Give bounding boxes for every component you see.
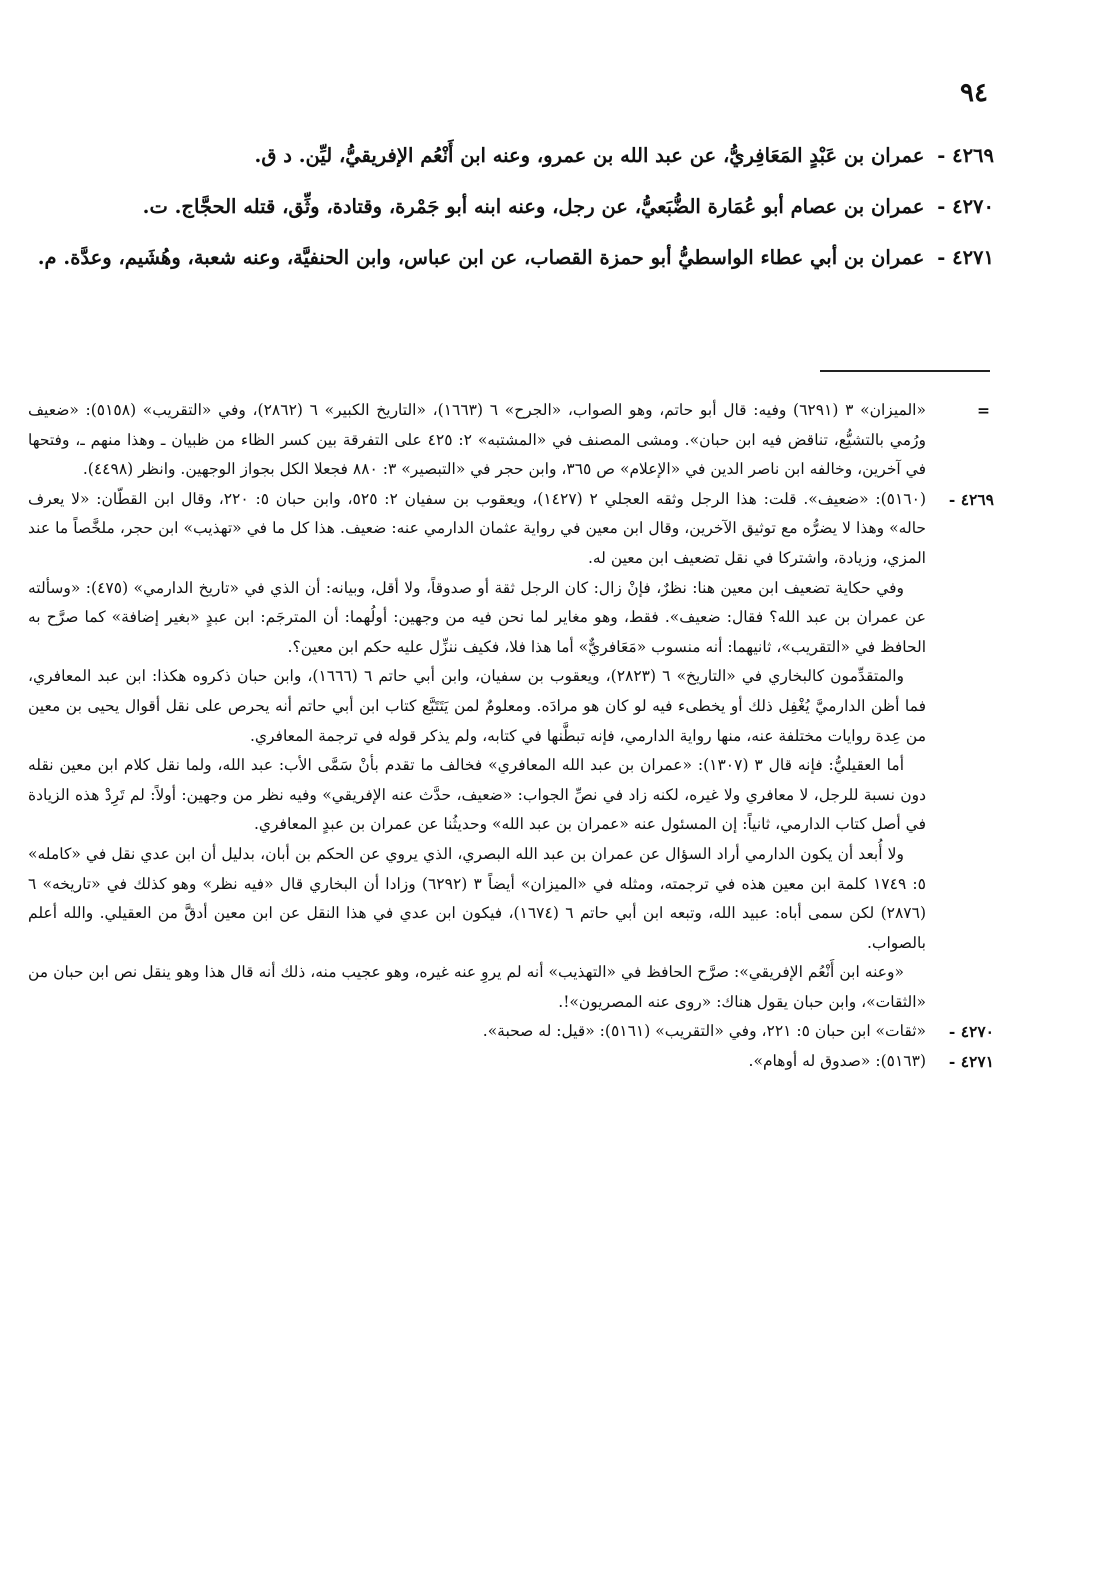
entry-number: ٤٢٧٠ - [937,195,994,218]
footnote-number: ٤٢٧٠ - [948,1022,994,1042]
entry-4269 [28,136,994,176]
footnotes [28,396,994,1077]
entry-text: عمران بن أبي عطاء الواسطيُّ أبو حمزة القصاب، عن ابن عباس، وابن الحنفيَّة، وعنه شعبة، وهُشَيم، وعدَّة. م. [37,246,925,269]
footnote-text: (٥١٦٠): «ضعيف». قلت: هذا الرجل وثقه العجلي ٢ (١٤٢٧)، ويعقوب بن سفيان ٢: ٥٢٥، وابن حبان ٥: ٢٢٠، وقال ابن القطّان: «لا يعرف حاله» وهذا لا يضرُّه مع توثيق الآخرين، وقال ابن معين في رواية عثمان الدارمي عنه: ضعيف. هذا كل ما في «تهذيب» ابن حجر، ملخَّصاً ما عند المزي، وزيادة، واشتركا في نقل تضعيف ابن معين له. [28,489,926,567]
page-number: ٩٤ [960,78,988,108]
entry-4271 [28,238,994,278]
footnote-paragraph: «وعنه ابن أَنْعُم الإفريقي»: صرَّح الحافظ في «التهذيب» أنه لم يروِ عنه غيره، وهو عجيب منه، ذلك أنه قال هذا وهو ينقل نص ابن حبان من «الثقات»، وابن حبان يقول هناك: «روى عنه المصريون»!. [28,963,926,1011]
footnote-text: «ثقات» ابن حبان ٥: ٢٢١، وفي «التقريب» (٥١٦١): «قيل: له صحبة». [482,1022,926,1041]
entry-text: عمران بن عَبْدٍ المَعَافِريُّ، عن عبد الله بن عمرو، وعنه ابن أَنْعُم الإفريقيُّ، ليِّن. د ق. [254,144,925,167]
entry-number: ٤٢٧١ - [937,246,994,269]
footnote-paragraph: أما العقيليُّ: فإنه قال ٣ (١٣٠٧): «عمران بن عبد الله المعافري» فخالف ما تقدم بأنْ سَمَّى الأب: عبد الله، ولما نقل كلام ابن معين نقله دون نسبة للرجل، لا معافري ولا غيره، لكنه زاد في نصِّ الجواب: «ضعيف، حدَّث عنه الإفريقي» وفيه نظر من وجهين: أولاً: لم تَرِدْ هذه الزيادة في أصل كتاب الدارمي، ثانياً: إن المسئول عنه «عمران بن عبد الله» وحديثُنا عن عمران بن عبدٍ المعافري. [28,756,926,834]
footnote-text: (٥١٦٣): «صدوق له أوهام». [748,1052,926,1071]
footnote-text: «الميزان» ٣ (٦٢٩١) وفيه: قال أبو حاتم، وهو الصواب، «الجرح» ٦ (١٦٦٣)، «التاريخ الكبير» ٦ (٢٨٦٢)، وفي «التقريب» (٥١٥٨): «ضعيف ورُمي بالتشيُّع، تناقض فيه ابن حبان». ومشى المصنف في «المشتبه» ٢: ٤٢٥ على التفرقة بين كسر الظاء من ظبيان ـ وهذا منهم ـ، وفتحها في آخرين، وخالفه ابن ناصر الدين في «الإعلام» ص ٣٦٥، وابن حجر في «التبصير» ٣: ٨٨٠ فجعلا الكل بجواز الوجهين. وانظر (٤٤٩٨). [28,401,927,479]
footnote-4271 [28,1047,994,1077]
entry-4270 [28,187,994,227]
footnote-paragraph: ولا أُبعد أن يكون الدارمي أراد السؤال عن عمران بن عبد الله البصري، الذي يروي عن الحكم بن أبان، بدليل أن ابن عدي نقل في «كامله» ٥: ١٧٤٩ كلمة ابن معين هذه في ترجمته، ومثله في «الميزان» أيضاً ٣ (٦٢٩٢) وزادا أن البخاري قال «فيه نظر» وهو كذلك في «تاريخه» ٦ (٢٨٧٦) لكن سمى أباه: عبيد الله، وتبعه ابن أبي حاتم ٦ (١٦٧٤)، فيكون ابن عدي في هذا النقل عن ابن معين أدقَّ من العقيلي. والله أعلم بالصواب. [28,844,926,952]
footnote-separator [820,370,990,372]
continuation-mark: = [977,401,990,420]
footnote-4269 [28,485,994,574]
entry-text: عمران بن عصام أبو عُمَارة الضُّبَعيُّ، عن رجل، وعنه ابنه أبو جَمْرة، وقتادة، وثِّق، قتله الحجَّاج. ت. [142,195,925,218]
footnote-4270 [28,1017,994,1047]
entry-number: ٤٢٦٩ - [937,144,994,167]
main-entries [28,136,994,289]
footnote-number: ٤٢٦٩ - [948,489,994,509]
footnote-paragraph: والمتقدِّمون كالبخاري في «التاريخ» ٦ (٢٨٢٣)، ويعقوب بن سفيان، وابن أبي حاتم ٦ (١٦٦٦)، وابن حبان ذكروه هكذا: ابن عبد المعافري، فما أظن الدارميَّ يُغْفِل ذلك أو يخطىء فيه لو كان هو مرادَه. ومعلومٌ لمن يَتَتَبَّع كتاب ابن أبي حاتم أنه يحرص على نقل أقوال يحيى بن معين من عِدة روايات مختلفة عنه، منها رواية الدارمي، فإنه تبطَّنها في كتابه، ولم يذكر قوله في ترجمة المعافري. [28,667,926,745]
footnote-paragraph: وفي حكاية تضعيف ابن معين هنا: نظرٌ، فإنْ زال: كان الرجل ثقة أو صدوقاً، ولا أقل، وبيانه: أن الذي في «تاريخ الدارمي» (٤٧٥): «وسألته عن عمران بن عبد الله؟ فقال: ضعيف». فقط، وهو مغاير لما نحن فيه من وجهين: أولُهما: أن المترجَم: ابن عبدٍ «بغير إضافة» كما صرَّح به الحافظ في «التقريب»، ثانيهما: أنه منسوب «مَعَافريٌّ» أما هذا فلا، فكيف ننزِّل عليه حكم ابن معين؟. [28,578,926,656]
footnote-continuation [28,396,994,485]
footnote-number: ٤٢٧١ - [948,1052,994,1072]
